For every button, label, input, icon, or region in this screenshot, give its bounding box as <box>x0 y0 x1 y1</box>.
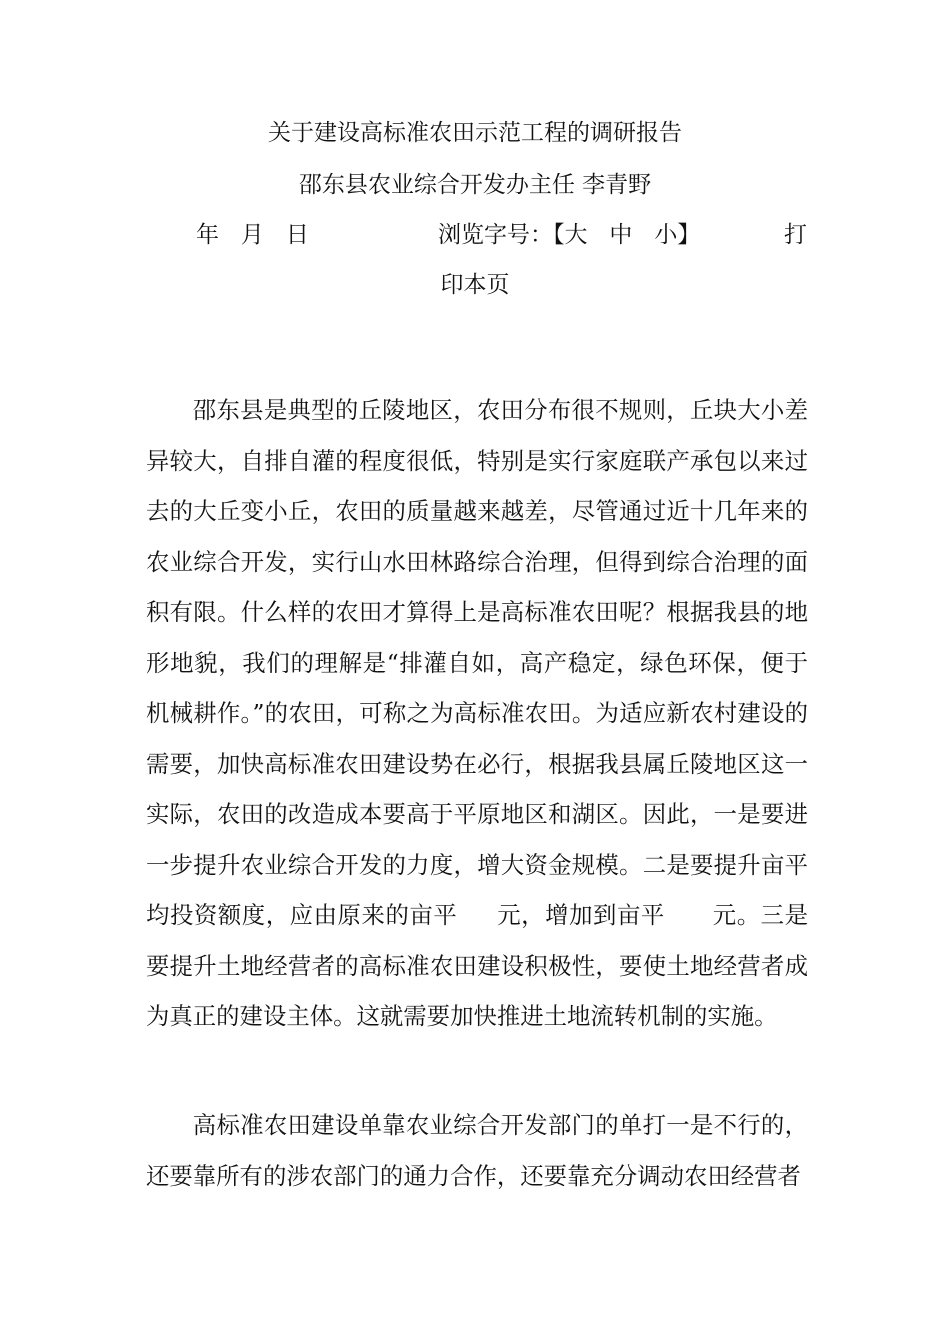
body-paragraph-1 <box>146 385 808 1042</box>
body-paragraph-2: 高标准农田建设单靠农业综合开发部门的单打一是不行的，还要靠所有的涉农部门的通力合作，还要靠充分调动农田经营者 <box>146 1111 808 1190</box>
blank-amount-2 <box>665 901 713 929</box>
document-title: 关于建设高标准农田示范工程的调研报告 <box>268 120 682 146</box>
blank-amount-1 <box>457 901 497 929</box>
print-link-part1[interactable]: 打 <box>784 222 807 248</box>
font-size-selector[interactable]: 浏览字号：【大 中 小】 <box>438 222 701 248</box>
date-line: 年 月 日 <box>196 222 309 248</box>
print-link-part2[interactable]: 印本页 <box>440 272 510 298</box>
paragraph-1-text-before: 邵东县是典型的丘陵地区，农田分布很不规则，丘块大小差异较大，自排自灌的程度很低，特别是实行家庭联产承包以来过去的大丘变小丘，农田的质量越来越差，尽管通过近十几年来的农业综合开发，实行山水田林路综合治理，但得到综合治理的面积有限。什么样的农田才算得上是高标准农田呢？根据我县的地形地貌，我们的理解是“排灌自如，高产稳定，绿色环保，便于机械耕作。”的农田，可称之为高标准农田。为适应新农村建设的需要，加快高标准农田建设势在必行，根据我县属丘陵地区这一实际，农田的改造成本要高于平原地区和湖区。因此，一是要进一步提升农业综合开发的力度，增大资金规模。二是要提升亩平均投资额度，应由原来的亩平 <box>146 396 808 929</box>
author-line: 邵东县农业综合开发办主任 李青野 <box>298 172 652 198</box>
paragraph-1-text-middle: 元，增加到亩平 <box>497 901 665 929</box>
paragraph-1-text-after: 元。三是要提升土地经营者的高标准农田建设积极性，要使土地经营者成为真正的建设主体。这就需要加快推进土地流转机制的实施。 <box>146 901 809 1030</box>
